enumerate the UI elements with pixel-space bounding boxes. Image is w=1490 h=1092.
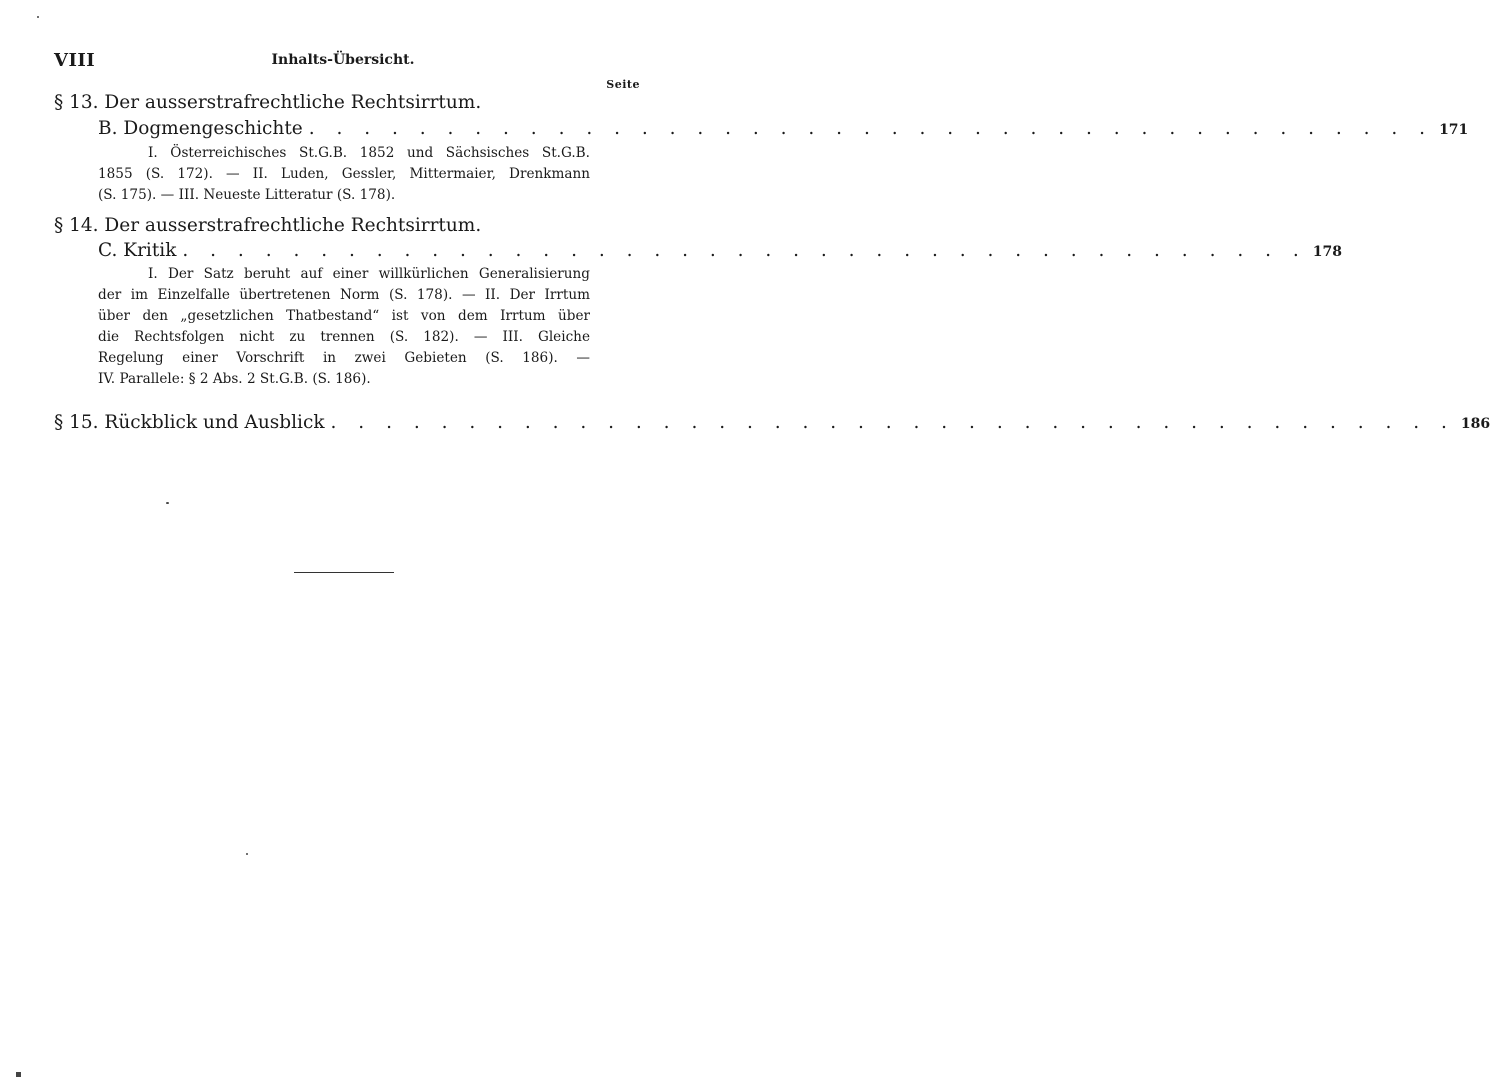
leader-dots: . . . . . . . . . . . . . . . . . . . . . . . . . . . . . . . . . . . . . . . . .: [308, 118, 1434, 139]
entry-title: B. Dogmengeschichte: [98, 118, 303, 139]
summary-line: IV. Parallele: § 2 Abs. 2 St.G.B. (S. 186).: [98, 371, 371, 387]
print-speck: [166, 502, 169, 504]
summary-line: I. Der Satz beruht auf einer willkürlichen Generalisierung: [148, 266, 590, 282]
entry-page-number: 178: [1312, 244, 1342, 260]
summary-line: 1855 (S. 172). — II. Luden, Gessler, Mittermaier, Drenkmann: [98, 166, 590, 182]
section-14-summary: [98, 264, 590, 390]
section-14-entry: [98, 240, 1342, 261]
summary-line: Regelung einer Vorschrift in zwei Gebieten (S. 186). —: [98, 350, 590, 366]
summary-line: (S. 175). — III. Neueste Litteratur (S. 178).: [98, 187, 396, 203]
section-13-heading: § 13. Der ausserstrafrechtliche Rechtsirrtum.: [54, 92, 482, 113]
entry-title: C. Kritik: [98, 240, 177, 261]
print-speck: [37, 16, 39, 18]
running-title: Inhalts-Übersicht.: [271, 52, 415, 68]
section-13-entry: [98, 118, 1469, 139]
summary-line: über den „gesetzlichen Thatbestand“ ist von dem Irrtum über: [98, 308, 590, 324]
closing-rule: [294, 572, 394, 573]
section-13-summary: [98, 143, 590, 206]
print-speck: [246, 853, 248, 855]
summary-line: die Rechtsfolgen nicht zu trennen (S. 182). — III. Gleiche: [98, 329, 590, 345]
leader-dots: . . . . . . . . . . . . . . . . . . . . . . . . . . . . . . . . . . . . . . . . .: [182, 240, 1307, 261]
section-15-entry: [54, 412, 1490, 433]
page-number: VIII: [54, 50, 96, 71]
summary-line: I. Österreichisches St.G.B. 1852 und Sächsisches St.G.B.: [148, 145, 590, 161]
page-header: [54, 50, 632, 74]
print-speck: [16, 1072, 21, 1077]
section-14-heading: § 14. Der ausserstrafrechtliche Rechtsirrtum.: [54, 215, 482, 236]
page-column-label: Seite: [606, 78, 640, 91]
entry-page-number: 186: [1460, 416, 1490, 432]
summary-line: der im Einzelfalle übertretenen Norm (S. 178). — II. Der Irrtum: [98, 287, 590, 303]
section-15-heading: § 15. Rückblick und Ausblick: [54, 412, 325, 433]
entry-page-number: 171: [1439, 122, 1469, 138]
leader-dots: . . . . . . . . . . . . . . . . . . . . . . . . . . . . . . . . . . . . . . . . .: [330, 412, 1455, 433]
